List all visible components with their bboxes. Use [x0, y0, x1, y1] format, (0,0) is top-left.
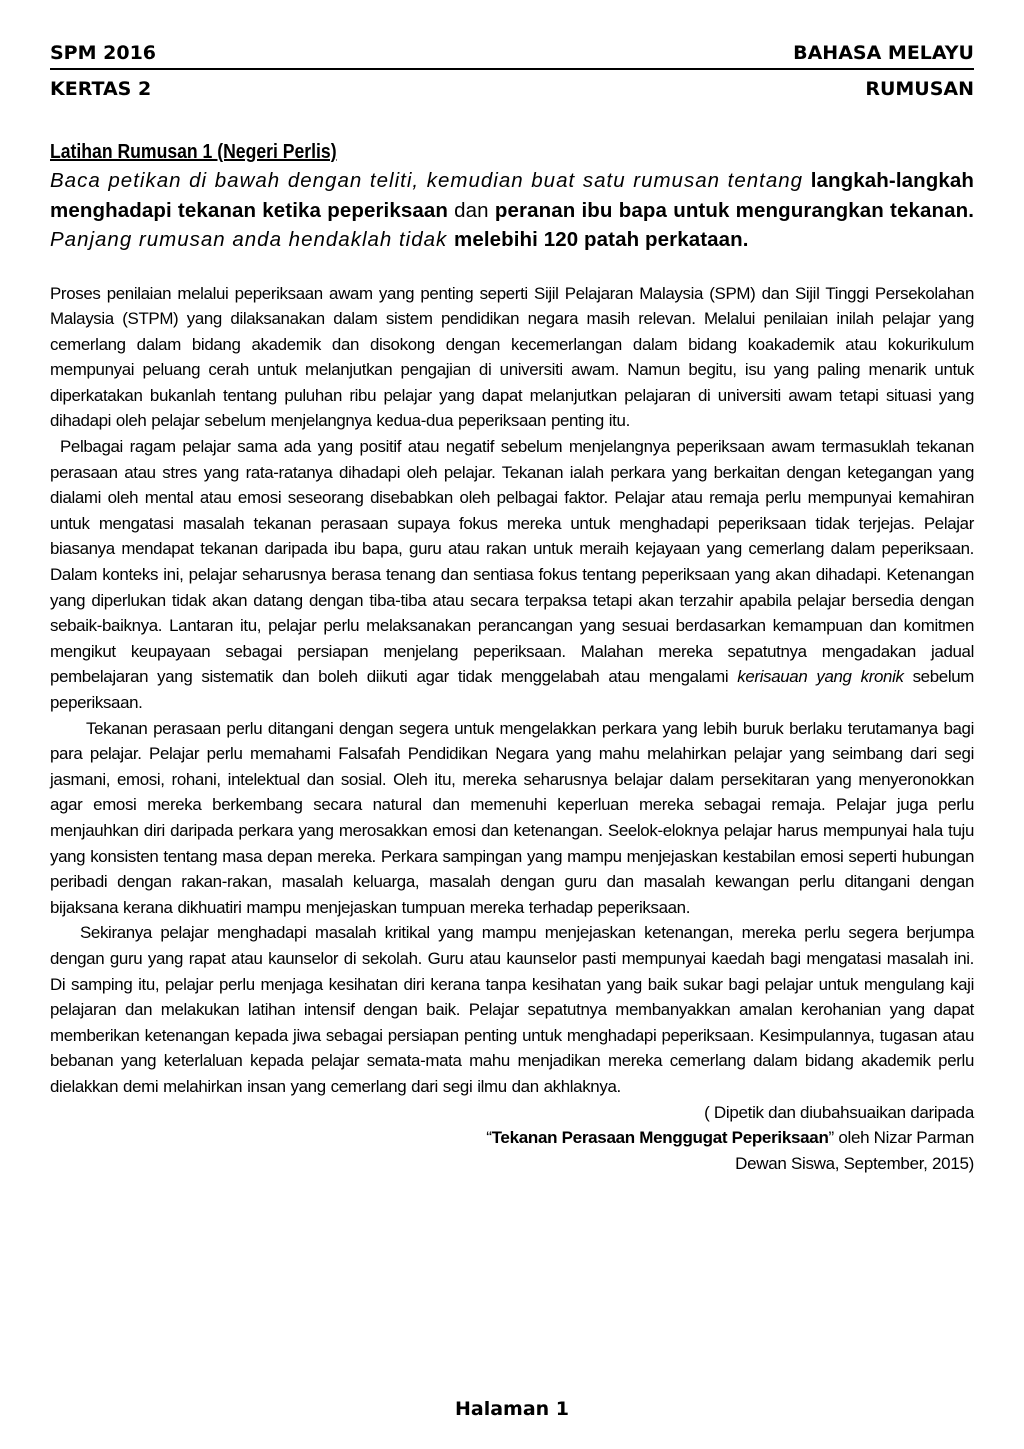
source-article-title: Tekanan Perasaan Menggugat Peperiksaan: [491, 1128, 829, 1147]
instr-bold-1: langkah-langkah menghadapi tekanan ketika peperiksaan: [50, 169, 974, 222]
subject-label: BAHASA MELAYU: [793, 42, 974, 64]
source-line-1: ( Dipetik dan diubahsuaikan daripada: [704, 1102, 974, 1122]
source-line-3: Dewan Siswa, September, 2015): [735, 1153, 974, 1173]
source-line-2: [50, 1125, 974, 1151]
instr-italic-2: Panjang rumusan anda hendaklah tidak: [50, 228, 454, 251]
page-number: Halaman 1: [454, 1398, 570, 1420]
passage-paragraph-1: Proses penilaian melalui peperiksaan awam yang penting seperti Sijil Pelajaran Malaysia (SPM) dan Sijil Tinggi Persekolahan Malaysia (STPM) yang dilaksanakan dalam sistem pendidikan negara masih relevan. Melalui penilaian inilah pelajar yang cemerlang dalam bidang akademik dan disokong dengan kecemerlangan dalam bidang koakademik atau kokurikulum mempunyai peluang cerah untuk melanjutkan pengajian di universiti awam. Namun begitu, isu yang paling menarik untuk diperkatakan bukanlah tentang puluhan ribu pelajar yang dapat melanjutkan pelajaran di universiti awam tetapi situasi yang dihadapi oleh pelajar sebelum menjelangnya kedua-dua peperiksaan penting itu.: [50, 283, 974, 431]
paper-label: KERTAS 2: [50, 78, 152, 100]
instr-italic-1: Baca petikan di bawah dengan teliti, kemudian buat satu rumusan tentang: [50, 169, 811, 192]
exercise-title: Latihan Rumusan 1 (Negeri Perlis): [50, 141, 337, 163]
exercise-instructions: [50, 166, 974, 255]
source-citation: [50, 1100, 974, 1177]
header-row-top: [50, 40, 974, 66]
page-content: [50, 138, 974, 1176]
header-row-bottom: [50, 76, 974, 102]
page-header: [50, 40, 974, 102]
header-divider: [50, 68, 974, 70]
passage-paragraph-2: [50, 434, 974, 716]
section-label: RUMUSAN: [865, 78, 974, 100]
passage-paragraph-3: Tekanan perasaan perlu ditangani dengan segera untuk mengelakkan perkara yang lebih buruk berlaku terutamanya bagi para pelajar. Pelajar perlu memahami Falsafah Pendidikan Negara yang mahu melahirkan pelajar yang seimbang dari segi jasmani, emosi, rohani, intelektual dan sosial. Oleh itu, mereka seharusnya belajar dalam persekitaran yang menyeronokkan agar emosi mereka berkembang secara natural dan memenuhi keperluan mereka sebagai remaja. Pelajar juga perlu menjauhkan diri daripada perkara yang merosakkan emosi dan ketenangan. Seelok-eloknya pelajar harus mempunyai hala tuju yang konsisten tentang masa depan mereka. Perkara sampingan yang mampu menjejaskan kestabilan emosi seperti hubungan peribadi dengan rakan-rakan, masalah keluarga, masalah dengan guru dan masalah kewangan perlu ditangani dengan bijaksana kerana dikhuatiri mampu menjejaskan tumpuan mereka terhadap peperiksaan.: [50, 718, 974, 917]
p2-italic: kerisauan yang kronik: [737, 667, 904, 687]
instr-bold-3: melebihi 120 patah perkataan.: [454, 228, 749, 251]
source-author: ” oleh Nizar Parman: [828, 1128, 974, 1147]
instr-text-1: dan: [447, 198, 495, 222]
p2-text-a: Pelbagai ragam pelajar sama ada yang positif atau negatif sebelum menjelangnya peperiksaan awam termasuklah tekanan perasaan atau stres yang rata-ratanya dihadapi oleh pelajar. Tekanan ialah perkara yang berkaitan dengan ketegangan yang dialami oleh mental atau emosi seseorang disebabkan oleh pelbagai faktor. Pelajar atau remaja perlu mempunyai kemahiran untuk mengatasi masalah tekanan perasaan supaya fokus mereka untuk menghadapi peperiksaan tidak terjejas. Pelajar biasanya mendapat tekanan daripada ibu bapa, guru atau rakan untuk meraih kejayaan yang cemerlang dalam peperiksaan. Dalam konteks ini, pelajar seharusnya berasa tenang dan sentiasa fokus tentang peperiksaan yang akan dihadapi. Ketenangan yang diperlukan tidak akan datang dengan tiba-tiba atau secara terpaksa tetapi akan terzahir apabila pelajar bersedia dengan sebaik-baiknya. Lantaran itu, pelajar perlu melaksanakan perancangan yang sesuai berdasarkan kemampuan dan komitmen mengikut keupayaan sebagai persiapan menjelang peperiksaan. Malahan mereka sepatutnya mengadakan jadual pembelajaran yang sistematik dan boleh diikuti agar tidak menggelabah atau mengalami: [50, 437, 974, 687]
exam-label: SPM 2016: [50, 42, 157, 64]
p2-text-b: sebelum peperiksaan.: [50, 667, 974, 712]
passage-paragraph-4: Sekiranya pelajar menghadapi masalah kritikal yang mampu menjejaskan ketenangan, mereka perlu segera berjumpa dengan guru yang rapat atau kaunselor di sekolah. Guru atau kaunselor pasti mempunyai kaedah bagi mengatasi masalah ini. Di samping itu, pelajar perlu menjaga kesihatan diri kerana tanpa kesihatan yang baik sukar bagi pelajar untuk mengulang kaji pelajaran dan melakukan latihan intensif dengan baik. Pelajar sepatutnya membanyakkan amalan kerohanian yang dapat memberikan ketenangan kepada jiwa sebagai persiapan penting untuk menghadapi peperiksaan. Kesimpulannya, tugasan atau bebanan yang keterlaluan kepada pelajar semata-mata mahu menjadikan mereka cemerlang dalam bidang akademik perlu dielakkan demi melahirkan insan yang cemerlang dari segi ilmu dan akhlaknya.: [50, 923, 974, 1096]
source-quote-open: “: [486, 1128, 492, 1147]
instr-bold-2: peranan ibu bapa untuk mengurangkan tekanan.: [494, 198, 974, 222]
